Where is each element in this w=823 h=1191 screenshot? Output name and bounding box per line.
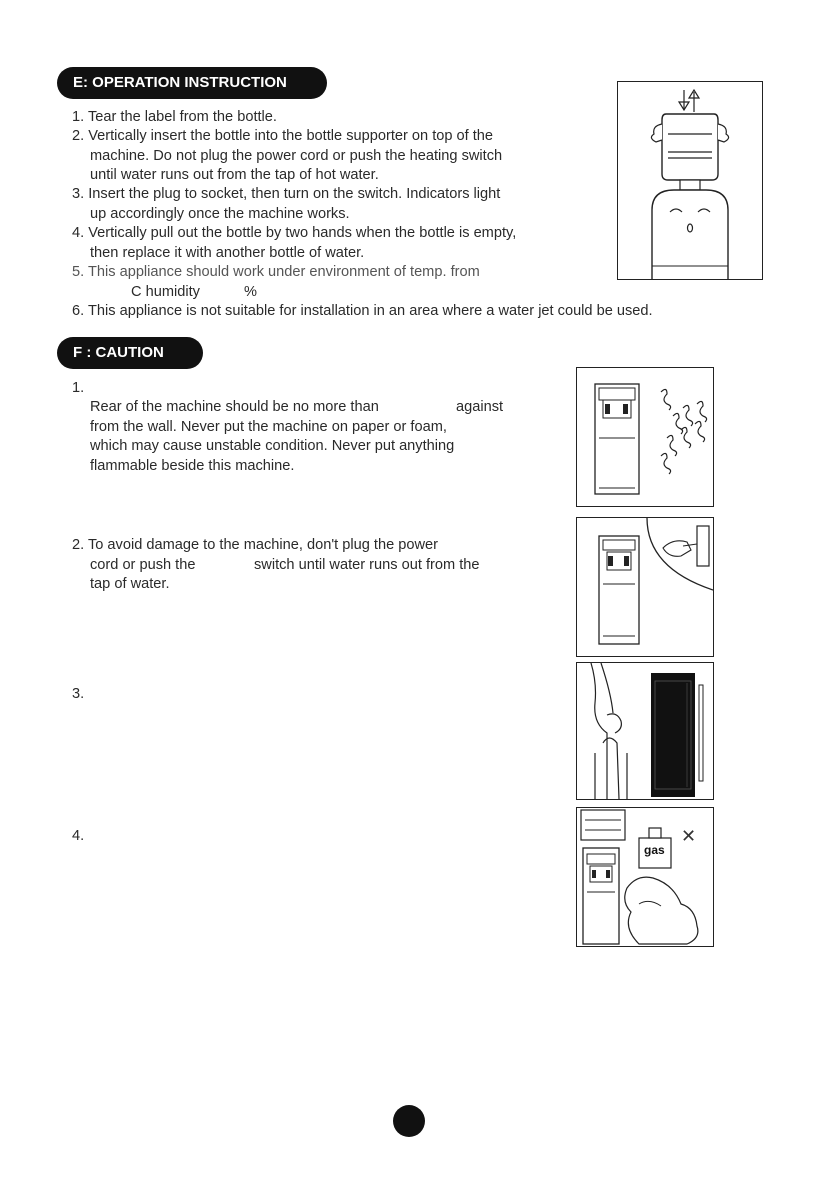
section-f-heading	[57, 337, 203, 369]
page-number-marker	[393, 1105, 425, 1137]
e-line-7: 4. Vertically pull out the bottle by two hands when the bottle is empty,	[72, 225, 517, 241]
e-line-8: then replace it with another bottle of water.	[90, 245, 365, 261]
section-e-heading-text: E: OPERATION INSTRUCTION	[73, 74, 287, 91]
figure-bottle-insertion	[617, 81, 763, 280]
f-item2-line-b: cord or push the	[90, 557, 196, 573]
figure-caution-1	[576, 367, 714, 507]
e-line-3: machine. Do not plug the power cord or push the heating switch	[90, 148, 503, 164]
e-line-9: 5. This appliance should work under environment of temp. from	[72, 264, 480, 280]
f-item1-line-d: flammable beside this machine.	[90, 458, 295, 474]
f-item1-number: 1.	[72, 380, 85, 396]
e-line-4: until water runs out from the tap of hot water.	[90, 167, 379, 183]
f-item1-line-a-end: against	[456, 399, 504, 415]
e-line-11: 6. This appliance is not suitable for installation in an area where a water jet could be used.	[72, 303, 653, 319]
section-f-heading-text: F : CAUTION	[73, 344, 164, 361]
f-item1-line-c: which may cause unstable condition. Never put anything	[90, 438, 455, 454]
e-line-2: 2. Vertically insert the bottle into the bottle supporter on top of the	[72, 128, 494, 144]
e-line-10: C humidity	[131, 284, 200, 300]
f-item1-line-a: Rear of the machine should be no more than	[90, 399, 379, 415]
figure-caution-4	[576, 807, 714, 947]
f-item4-number: 4.	[72, 828, 85, 844]
f-item3-number: 3.	[72, 686, 85, 702]
bottle-insertion-illustration	[618, 82, 762, 279]
section-e-heading	[57, 67, 327, 99]
machine-flammable-illustration	[577, 368, 713, 506]
gas-label: gas	[644, 843, 665, 857]
f-item1-line-b: from the wall. Never put the machine on paper or foam,	[90, 419, 447, 435]
f-item2-line-c: tap of water.	[90, 576, 170, 592]
e-line-10b: %	[244, 284, 257, 300]
bottle-cabinet-illustration	[577, 663, 713, 799]
f-item2-line-a: 2. To avoid damage to the machine, don't plug the power	[72, 537, 438, 553]
figure-caution-3	[576, 662, 714, 800]
plug-socket-illustration	[577, 518, 713, 656]
cross-mark-icon: ✕	[681, 826, 697, 846]
figure-caution-2	[576, 517, 714, 657]
e-line-6: up accordingly once the machine works.	[90, 206, 350, 222]
f-item2-line-b-end: switch until water runs out from the	[254, 557, 480, 573]
e-line-1: 1. Tear the label from the bottle.	[72, 109, 277, 125]
e-line-5: 3. Insert the plug to socket, then turn on the switch. Indicators light	[72, 186, 501, 202]
